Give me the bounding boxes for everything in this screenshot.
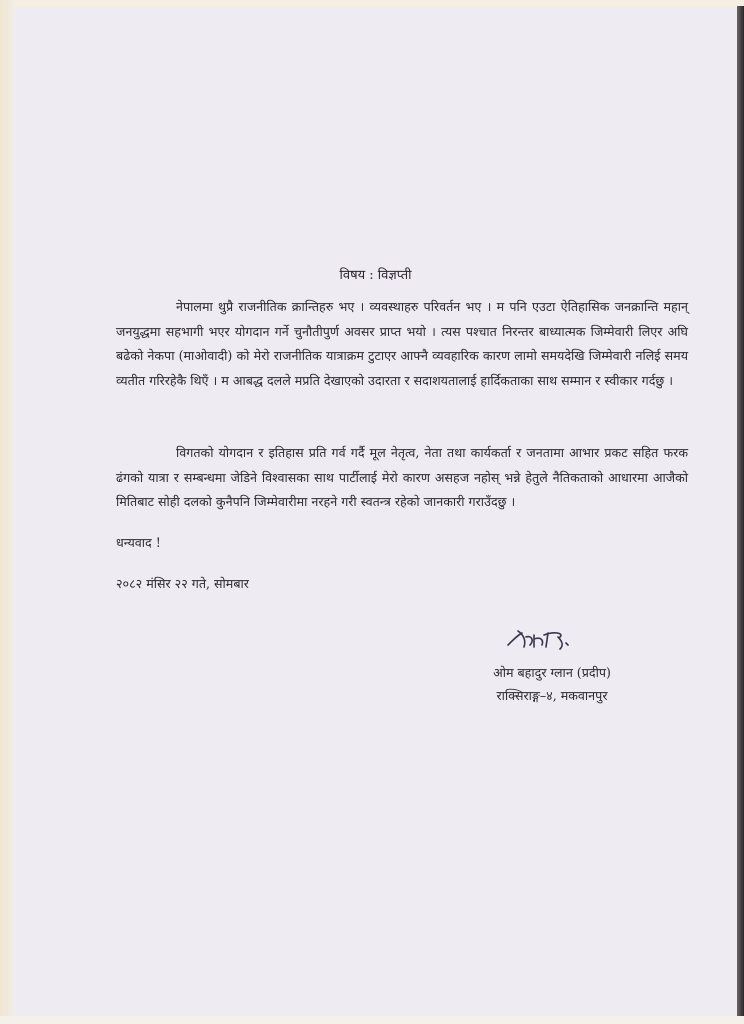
signatory-address: राक्सिराङ्ग–४, मकवानपुर (496, 688, 608, 703)
closing-thanks: धन्यवाद ! (116, 535, 161, 550)
body-paragraph-1 (116, 295, 688, 393)
scan-bottom-edge (0, 1016, 744, 1024)
letter-page (14, 7, 737, 1016)
scan-right-edge (737, 6, 744, 1018)
handwritten-signature-icon (504, 627, 594, 657)
signatory-name: ओम बहादुर ग्लान (प्रदीप) (493, 665, 611, 680)
letter-date: २०८२ मंसिर २२ गते, सोमबार (116, 576, 249, 591)
scan-left-edge (0, 0, 14, 1024)
body-paragraph-2 (116, 441, 688, 515)
paragraph-text: नेपालमा थुप्रै राजनीतिक क्रान्तिहरु भए । व्यवस्थाहरु परिवर्तन भए । म पनि एउटा ऐतिहासिक जनक्रान्ति महान् जनयुद्धमा सहभागी भएर योगदान गर्ने चुनौतीपुर्ण अवसर प्राप्त भयो । त्यस पश्चात निरन्तर बाध्यात्मक जिम्मेवारी लिएर अघि बढेको नेकपा (माओवादी) को मेरो राजनीतिक यात्राक्रम टुटाएर आफ्नै व्यवहारिक कारण लामो समयदेखि जिम्मेवारी नलिई समय व्यतीत गरिरहेकै थिएँ । म आबद्ध दलले मप्रति देखाएको उदारता र सदाशयतालाई हार्दिकताका साथ सम्मान र स्वीकार गर्दछु । (116, 299, 688, 388)
paragraph-text: विगतको योगदान र इतिहास प्रति गर्व गर्दै मूल नेतृत्व, नेता तथा कार्यकर्ता र जनतामा आभार प्रकट सहित फरक ढंगको यात्रा र सम्बन्धमा जेडिने विश्वासका साथ पार्टीलाई मेरो कारण असहज नहोस् भन्ने हेतुले नैतिकताको आधारमा आजैको मितिबाट सोही दलको कुनैपनि जिम्मेवारीमा नरहने गरी स्वतन्त्र रहेको जानकारी गराउँदछु । (116, 445, 688, 509)
scan-top-edge (0, 0, 744, 7)
subject-line: विषय : विज्ञप्ती (339, 268, 412, 283)
